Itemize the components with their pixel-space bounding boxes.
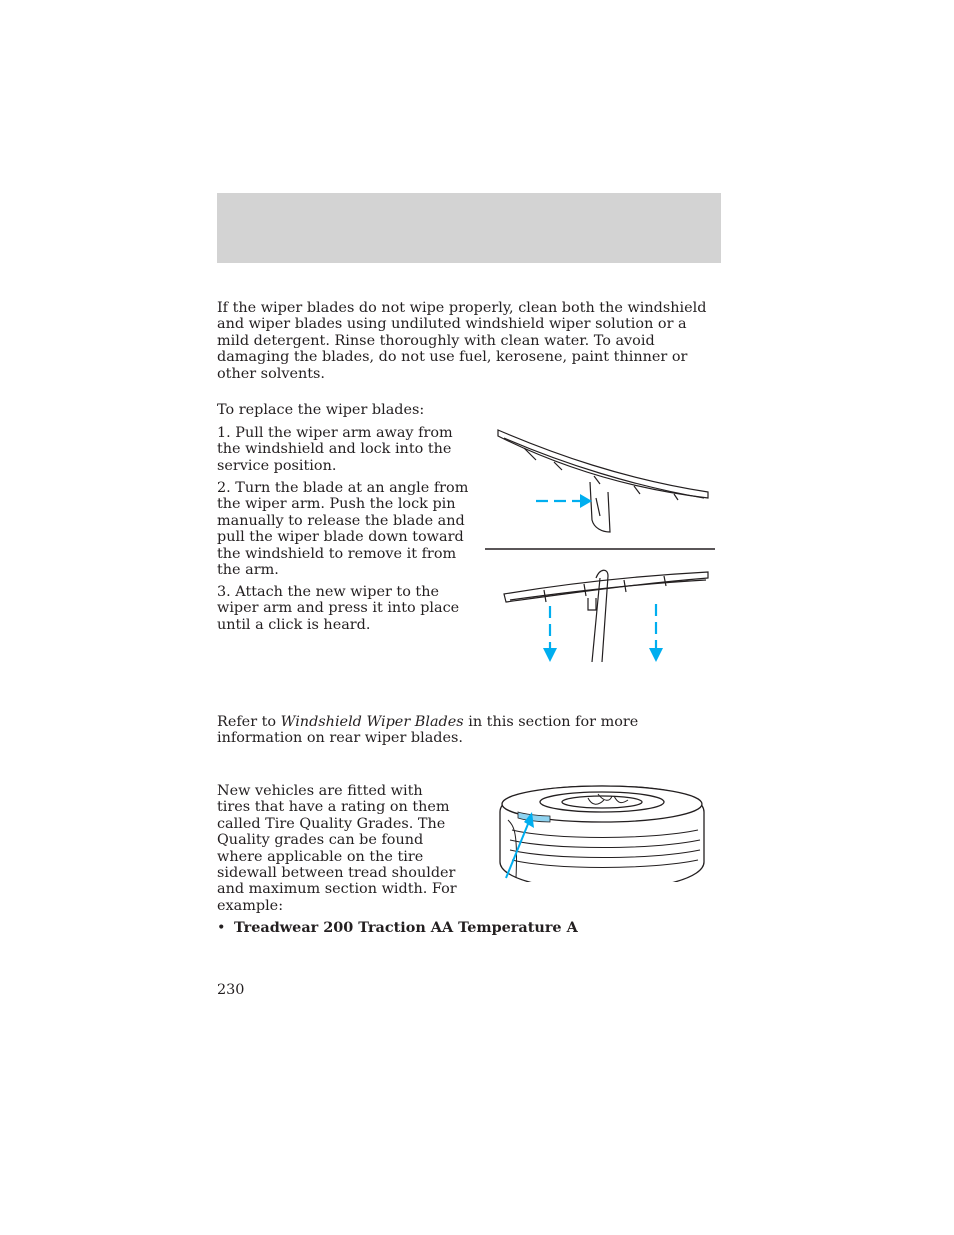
wiper-cleaning-paragraph: If the wiper blades do not wipe properly, clean both the windshield and wiper blades using undiluted windshield wiper solution or a mild detergent. Rinse thoroughly with clean water. To avoid damaging the blades, do not use fuel, kerosene, paint thinner or other solvents. [217, 300, 707, 382]
bullet-marker: • [217, 920, 226, 936]
install-arrow-right-head [649, 648, 663, 662]
step-2: 2. Turn the blade at an angle from the wiper arm. Push the lock pin manually to release the blade and pull the wiper blade down toward the windshield to remove it from the arm. [217, 480, 469, 579]
refer-suffix: in this section for more information on rear wiper blades. [217, 714, 639, 747]
wiper-blade-top [498, 430, 708, 532]
page-number: 230 [217, 982, 245, 998]
wiper-blade-bottom [504, 570, 708, 662]
replace-blades-intro: To replace the wiper blades: [217, 402, 425, 418]
install-arrow-left-head [543, 648, 557, 662]
section-header-band [217, 193, 721, 263]
rear-wiper-reference [217, 714, 717, 747]
tire-grade-example [217, 920, 578, 936]
wiper-blade-illustration [484, 424, 718, 668]
step-3: 3. Attach the new wiper to the wiper arm and press it into place until a click is heard. [217, 584, 460, 633]
refer-link-text: Windshield Wiper Blades [280, 714, 464, 730]
step-1: 1. Pull the wiper arm away from the windshield and lock into the service position. [217, 425, 453, 474]
tire-illustration [494, 782, 708, 882]
tire-grade-example-text: Treadwear 200 Traction AA Temperature A [234, 919, 578, 936]
tire-quality-paragraph: New vehicles are fitted with tires that have a rating on them called Tire Quality Grades. The Quality grades can be found where applicable on the tire sidewall between tread shoulder and maximum section width. For example: [217, 783, 457, 914]
refer-prefix: Refer to [217, 714, 281, 730]
